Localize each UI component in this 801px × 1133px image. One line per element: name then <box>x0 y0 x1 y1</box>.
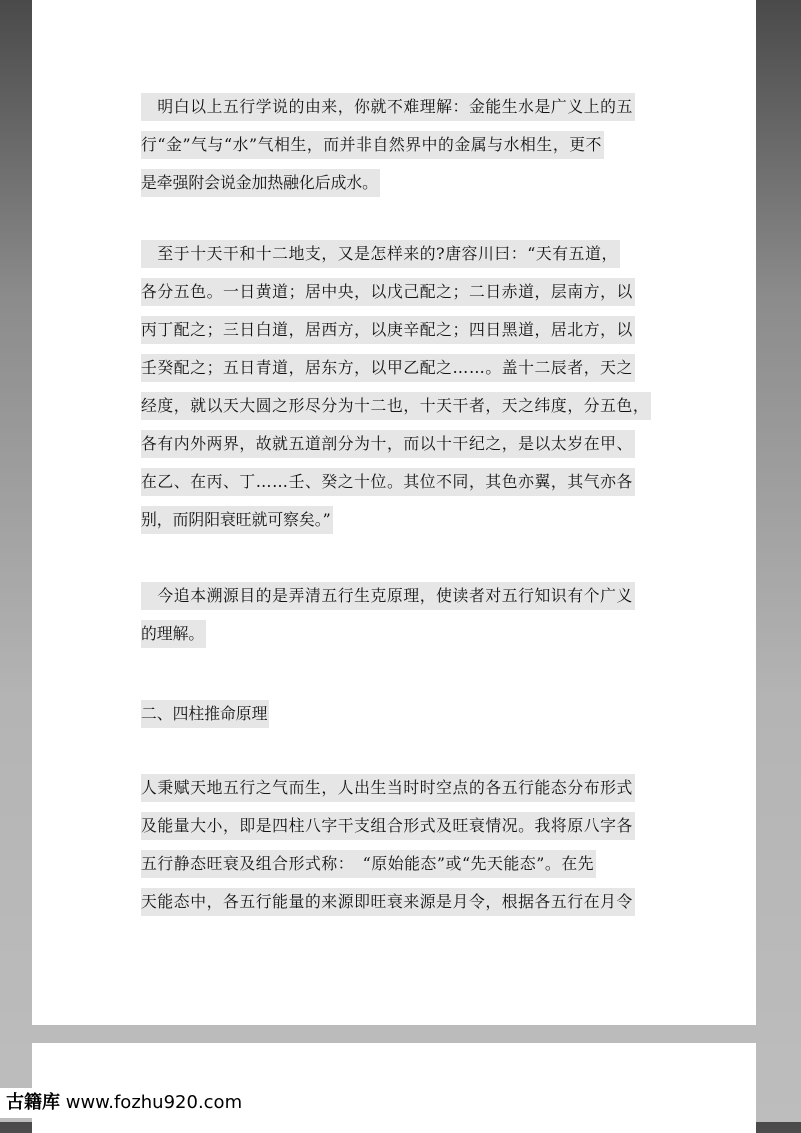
document-page <box>32 0 756 1025</box>
paragraph <box>141 769 653 921</box>
text-line <box>141 273 653 311</box>
text-line <box>141 349 653 387</box>
line-text: 五行静态旺衰及组合形式称： “原始能态”或“先天能态”。在先 <box>141 850 596 878</box>
text-line <box>141 88 653 126</box>
heading-text: 二、四柱推命原理 <box>141 700 269 728</box>
line-text: 的理解。 <box>141 620 206 648</box>
paragraph <box>141 577 653 653</box>
line-text: 行“金”气与“水”气相生，而并非自然界中的金属与水相生，更不 <box>141 131 604 159</box>
watermark-brand: 古籍库 <box>6 1092 60 1113</box>
line-text: 今追本溯源目的是弄清五行生克原理，使读者对五行知识有个广义 <box>141 582 635 610</box>
text-line <box>141 126 653 164</box>
line-text: 至于十天干和十二地支，又是怎样来的?唐容川曰：“天有五道， <box>141 240 620 268</box>
line-text: 经度，就以天大圆之形尽分为十二也，十天干者，天之纬度，分五色， <box>141 392 651 420</box>
text-line <box>141 425 653 463</box>
line-text: 各分五色。一日黄道；居中央，以戊己配之；二日赤道，层南方，以 <box>141 278 635 306</box>
text-line <box>141 164 653 202</box>
paragraph <box>141 88 653 202</box>
text-line <box>141 883 653 921</box>
line-text: 明白以上五行学说的由来，你就不难理解：金能生水是广义上的五 <box>141 93 635 121</box>
text-line <box>141 577 653 615</box>
line-text: 天能态中，各五行能量的来源即旺衰来源是月令，根据各五行在月令 <box>141 888 635 916</box>
line-text: 丙丁配之；三日白道，居西方，以庚辛配之；四日黑道，居北方，以 <box>141 316 635 344</box>
text-line <box>141 695 653 733</box>
line-text: 及能量大小，即是四柱八字干支组合形式及旺衰情况。我将原八字各 <box>141 812 635 840</box>
line-text: 壬癸配之；五日青道，居东方，以甲乙配之……。盖十二辰者，天之 <box>141 354 635 382</box>
line-text: 在乙、在丙、丁……壬、癸之十位。其位不同，其色亦翼，其气亦各 <box>141 468 635 496</box>
text-line <box>141 615 653 653</box>
text-line <box>141 235 653 273</box>
line-text: 各有内外两界，故就五道剖分为十，而以十干纪之，是以太岁在甲、 <box>141 430 635 458</box>
watermark-url: www.fozhu920.com <box>65 1092 243 1113</box>
line-text: 是牵强附会说金加热融化后成水。 <box>141 169 380 197</box>
paragraph <box>141 235 653 539</box>
text-line <box>141 387 653 425</box>
line-text: 别，而阴阳衰旺就可察矣。” <box>141 506 333 534</box>
text-line <box>141 463 653 501</box>
site-watermark <box>0 1088 246 1118</box>
text-line <box>141 501 653 539</box>
line-text: 人秉赋天地五行之气而生，人出生当时时空点的各五行能态分布形式 <box>141 774 635 802</box>
text-line <box>141 845 653 883</box>
section-heading <box>141 695 653 733</box>
text-line <box>141 311 653 349</box>
text-line <box>141 769 653 807</box>
text-line <box>141 807 653 845</box>
